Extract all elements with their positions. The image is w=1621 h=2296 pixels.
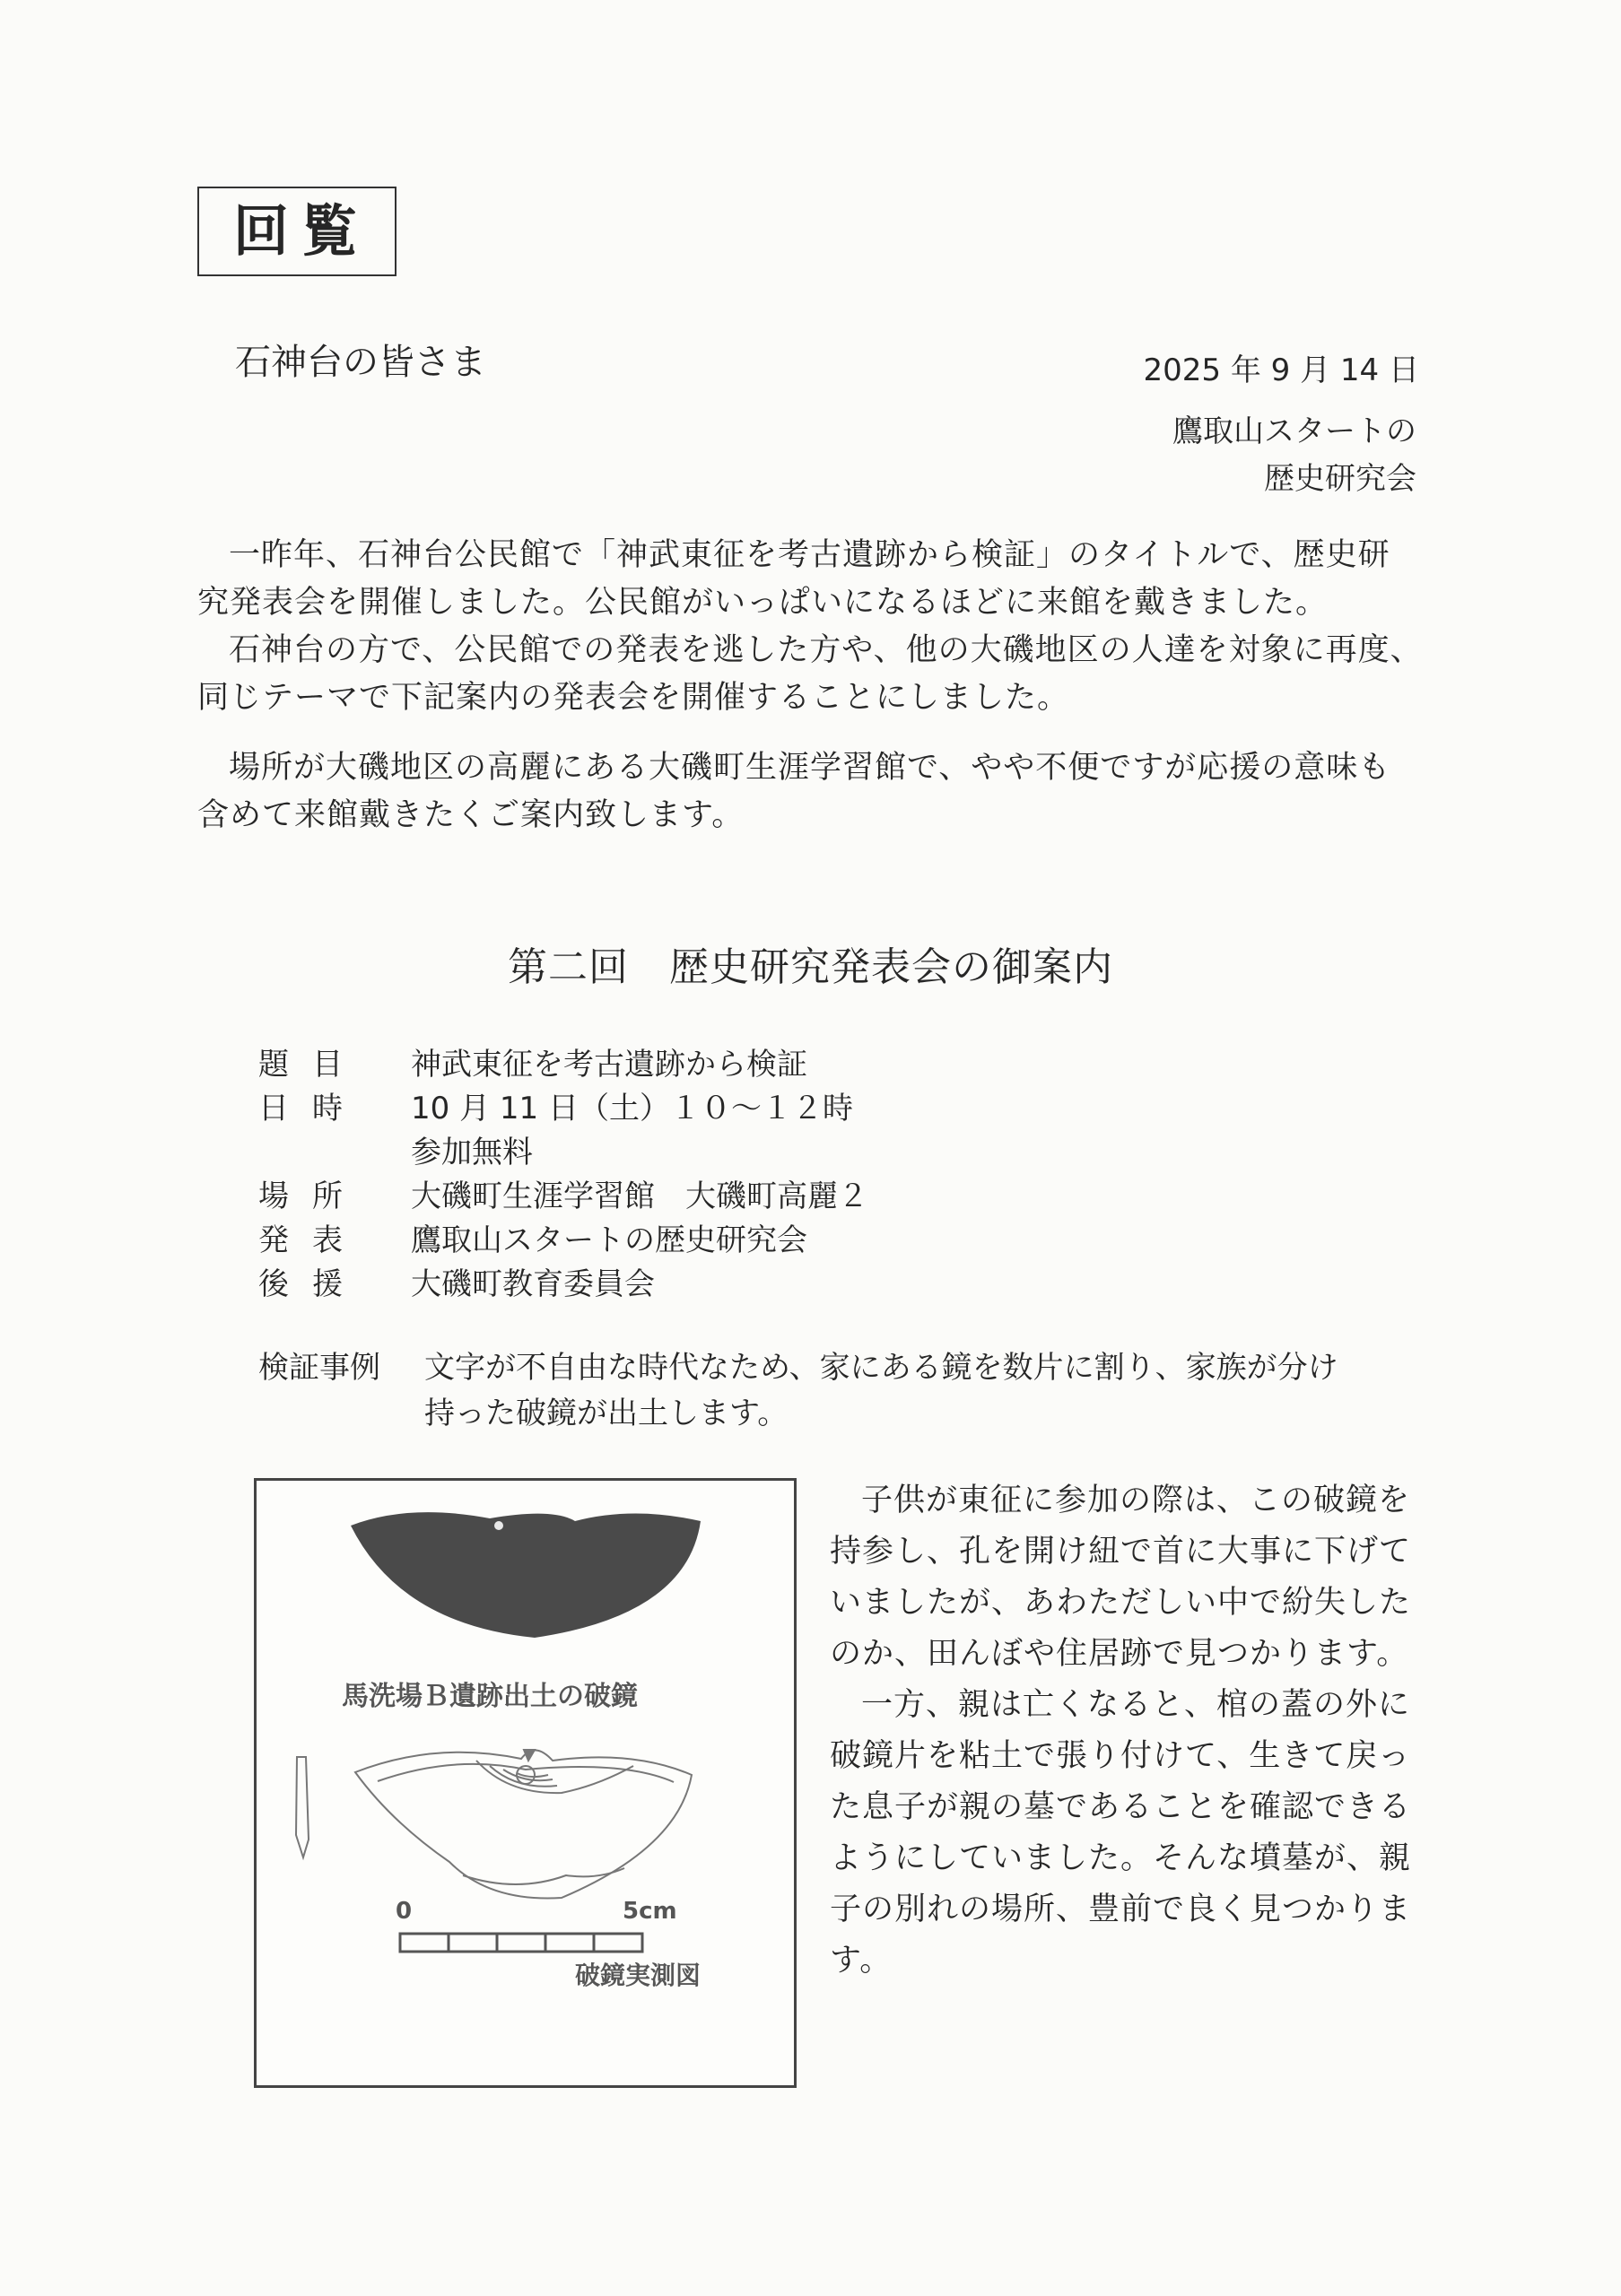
detail-key: 日時: [258, 1091, 366, 1126]
example-text: [424, 1345, 1429, 1437]
figure-caption-bottom: 破鏡実測図: [575, 1961, 702, 1990]
example-key: 検証事例: [258, 1350, 380, 1386]
sender-line-1: 鷹取山スタートの: [1172, 413, 1416, 449]
side-explanation: [830, 1475, 1440, 1987]
detail-row-presenter: [258, 1219, 868, 1263]
text-line: 究発表会を開催しました。公民館がいっぱいになるほどに来館を戴きました。: [197, 585, 1329, 621]
date: 2025 年 9 月 14 日: [1143, 352, 1419, 388]
text-line: 場所が大磯地区の高麗にある大磯町生涯学習館で、やや不便ですが応援の意味も: [229, 750, 1391, 786]
broken-mirror-drawing: [257, 1481, 795, 2086]
detail-row-datetime: [258, 1087, 868, 1131]
detail-key: 場所: [258, 1178, 366, 1214]
scale-end-label: 5cm: [623, 1898, 677, 1925]
text-line: た息子が親の墓であることを確認できる: [830, 1789, 1412, 1825]
event-details: [258, 1043, 868, 1307]
detail-value: 大磯町教育委員会: [411, 1266, 655, 1302]
page-title: 第二回 歴史研究発表会の御案内: [508, 944, 1113, 990]
verification-example: [258, 1345, 1429, 1437]
intro-paragraph-1: [197, 532, 1453, 627]
detail-key: 発表: [258, 1222, 366, 1258]
broken-mirror-figure: [254, 1478, 797, 2088]
detail-row-title: [258, 1043, 868, 1087]
detail-key: 題目: [258, 1047, 366, 1083]
text-line: ようにしていました。そんな墳墓が、親: [830, 1840, 1412, 1876]
text-line: 一方、親は亡くなると、棺の蓋の外に: [861, 1687, 1411, 1723]
detail-value: 10 月 11 日（土）１０～１２時: [411, 1091, 853, 1126]
text-line: す。: [830, 1943, 893, 1979]
sender-line-2: 歴史研究会: [1264, 461, 1416, 497]
text-line: のか、田んぼや住居跡で見つかります。: [830, 1636, 1409, 1672]
text-line: 子の別れの場所、豊前で良く見つかりま: [830, 1892, 1412, 1927]
text-line: 含めて来館戴きたくご案内致します。: [197, 797, 745, 833]
intro-paragraph-3: [197, 744, 1453, 839]
text-line: 同じテーマで下記案内の発表会を開催することにしました。: [197, 680, 1070, 716]
text-line: 一昨年、石神台公民館で「神武東征を考古遺跡から検証」のタイトルで、歴史研: [229, 537, 1390, 573]
detail-value: 神武東征を考古遺跡から検証: [411, 1047, 807, 1083]
mirror-photo-shape: [351, 1512, 701, 1638]
detail-row-fee: [258, 1131, 868, 1175]
detail-value: 大磯町生涯学習館 大磯町高麗２: [411, 1178, 868, 1214]
text-line: 文字が不自由な時代なため、家にある鏡を数片に割り、家族が分け: [424, 1350, 1338, 1386]
detail-value: 参加無料: [411, 1135, 533, 1170]
scale-start-label: 0: [396, 1898, 413, 1925]
text-line: 破鏡片を粘土で張り付けて、生きて戻っ: [830, 1738, 1411, 1774]
addressee: 石神台の皆さま: [235, 342, 486, 383]
sender: [1172, 408, 1416, 503]
detail-row-sponsor: [258, 1263, 868, 1307]
scale-bar: [400, 1934, 642, 1952]
circulation-stamp: 回覧: [197, 187, 397, 276]
mirror-outline-drawing: [296, 1750, 692, 1899]
detail-row-place: [258, 1175, 868, 1219]
text-line: いましたが、あわただしい中で紛失した: [830, 1585, 1412, 1621]
detail-key: [258, 1131, 411, 1175]
text-line: 子供が東征に参加の際は、この破鏡を: [861, 1483, 1411, 1518]
detail-key: 後援: [258, 1266, 366, 1302]
figure-caption-top: 馬洗場Ｂ遺跡出土の破鏡: [342, 1681, 638, 1712]
text-line: 石神台の方で、公民館での発表を逃した方や、他の大磯地区の人達を対象に再度、: [229, 632, 1423, 668]
detail-value: 鷹取山スタートの歴史研究会: [411, 1222, 807, 1258]
text-line: 持参し、孔を開け紐で首に大事に下げて: [830, 1534, 1412, 1570]
mirror-hole: [494, 1521, 503, 1530]
intro-paragraph-2: [197, 627, 1453, 722]
text-line: 持った破鏡が出土します。: [424, 1396, 789, 1431]
